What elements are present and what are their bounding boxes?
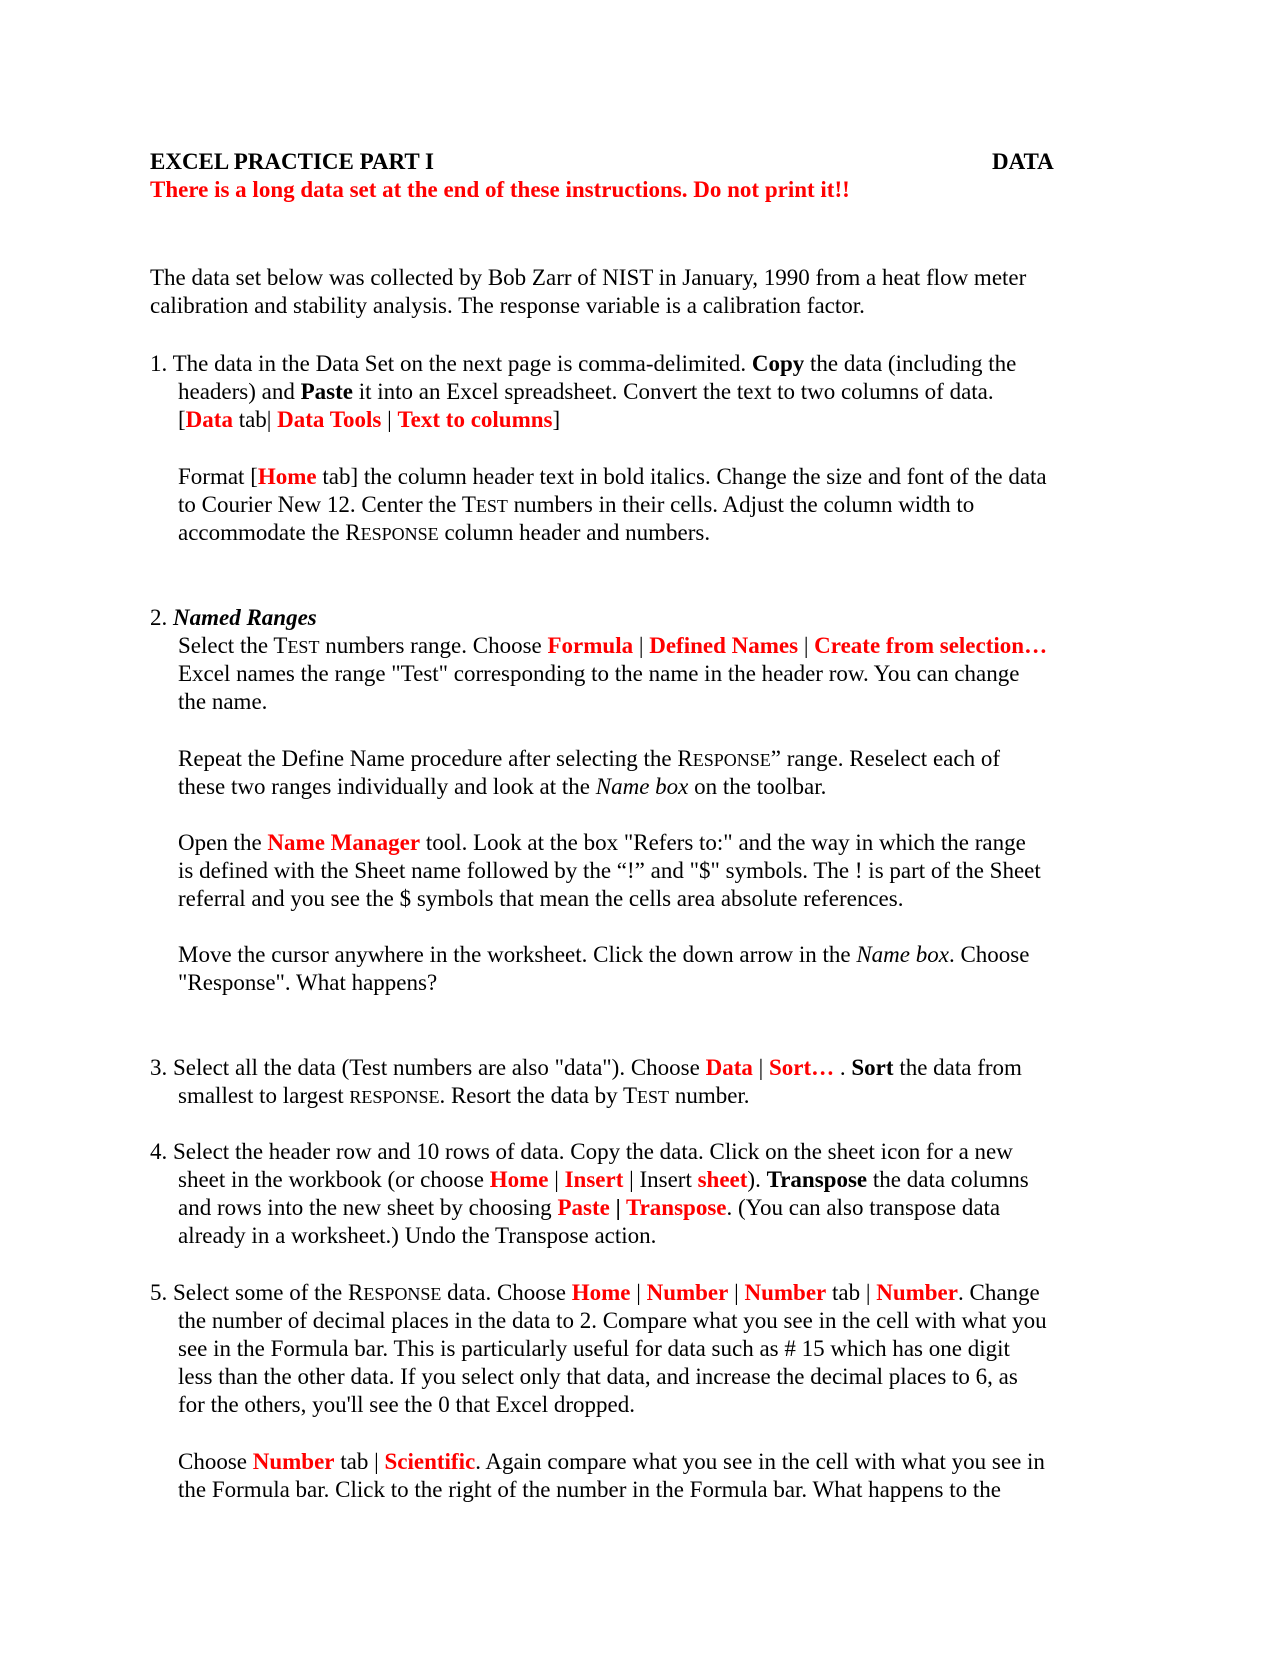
step-5-line-1: 5. Select some of the RESPONSE data. Choose Home | Number | Number tab | Number. Change [150, 1280, 1040, 1305]
step-2-cursor-line-2: "Response". What happens? [178, 970, 438, 995]
step-1-format-line-3: accommodate the RESPONSE column header and numbers. [178, 520, 711, 545]
header-data-label: DATA [992, 149, 1054, 174]
step-5-scientific-line-1: Choose Number tab | Scientific. Again compare what you see in the cell with what you see in [178, 1449, 1045, 1474]
step-2-name-manager-line-1: Open the Name Manager tool. Look at the box "Refers to:" and the way in which the range [178, 830, 1026, 855]
step-3-line-1: 3. Select all the data (Test numbers are also "data"). Choose Data | Sort… . Sort the data from [150, 1055, 1022, 1080]
step-2-heading: 2. Named Ranges [150, 605, 317, 630]
step-4-line-2: sheet in the workbook (or choose Home | Insert | Insert sheet). Transpose the data columns [178, 1167, 1029, 1192]
step-4-line-4: already in a worksheet.) Undo the Transpose action. [178, 1223, 657, 1248]
step-2-repeat-line-1: Repeat the Define Name procedure after selecting the RESPONSE” range. Reselect each of [178, 746, 1000, 771]
step-2-line-3: the name. [178, 689, 268, 714]
step-1-format-line-1: Format [Home tab] the column header text in bold italics. Change the size and font of the data [178, 464, 1047, 489]
step-1-line-1: 1. The data in the Data Set on the next page is comma-delimited. Copy the data (including the [150, 351, 1017, 376]
step-2-repeat-line-2: these two ranges individually and look at the Name box on the toolbar. [178, 774, 827, 799]
step-2-line-1: Select the TEST numbers range. Choose Formula | Defined Names | Create from selection… [178, 633, 1048, 658]
step-5-line-4: less than the other data. If you select only that data, and increase the decimal places to 6, as [178, 1364, 1018, 1389]
step-1-format-line-2: to Courier New 12. Center the TEST numbers in their cells. Adjust the column width to [178, 492, 975, 517]
intro-line-2: calibration and stability analysis. The response variable is a calibration factor. [150, 293, 865, 318]
step-1-menu-path: [Data tab| Data Tools | Text to columns] [178, 407, 561, 432]
step-2-line-2: Excel names the range "Test" corresponding to the name in the header row. You can change [178, 661, 1020, 686]
step-5-line-5: for the others, you'll see the 0 that Excel dropped. [178, 1392, 635, 1417]
step-4-line-3: and rows into the new sheet by choosing Paste | Transpose. (You can also transpose data [178, 1195, 1001, 1220]
intro-line-1: The data set below was collected by Bob Zarr of NIST in January, 1990 from a heat flow meter [150, 265, 1027, 290]
step-2-name-manager-line-3: referral and you see the $ symbols that mean the cells area absolute references. [178, 886, 904, 911]
step-3-line-2: smallest to largest RESPONSE. Resort the data by TEST number. [178, 1083, 750, 1108]
step-2-cursor-line-1: Move the cursor anywhere in the worksheet. Click the down arrow in the Name box. Choose [178, 942, 1030, 967]
step-2-name-manager-line-2: is defined with the Sheet name followed by the “!” and "$" symbols. The ! is part of the Sheet [178, 858, 1041, 883]
warning-text: There is a long data set at the end of these instructions. Do not print it!! [150, 177, 850, 202]
document-title: EXCEL PRACTICE PART I [150, 149, 434, 174]
step-5-line-2: the number of decimal places in the data to 2. Compare what you see in the cell with what you [178, 1308, 1047, 1333]
step-1-line-2: headers) and Paste it into an Excel spreadsheet. Convert the text to two columns of data. [178, 379, 994, 404]
step-5-scientific-line-2: the Formula bar. Click to the right of the number in the Formula bar. What happens to the [178, 1477, 1001, 1502]
step-5-line-3: see in the Formula bar. This is particularly useful for data such as # 15 which has one digit [178, 1336, 1010, 1361]
step-4-line-1: 4. Select the header row and 10 rows of data. Copy the data. Click on the sheet icon for a new [150, 1139, 1013, 1164]
